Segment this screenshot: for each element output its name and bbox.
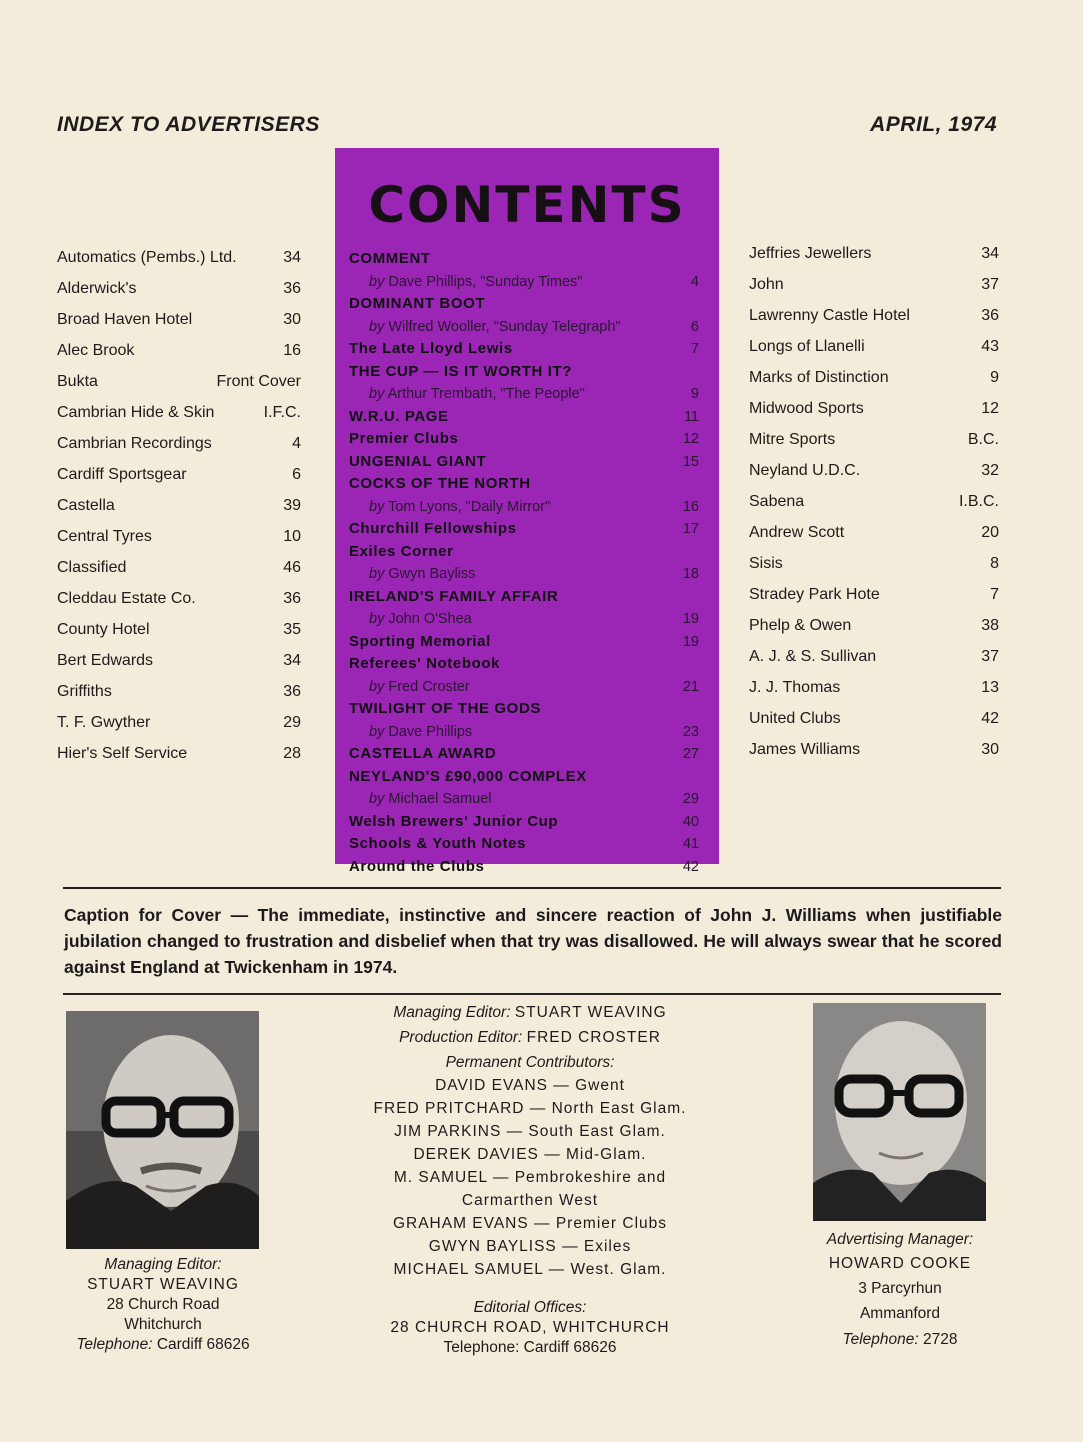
- contents-byline: [349, 608, 699, 631]
- advertiser-entry: [57, 707, 301, 738]
- advertiser-entry: [57, 490, 301, 521]
- advertiser-name: Alec Brook: [57, 342, 135, 359]
- contents-article: [349, 338, 699, 361]
- ad-manager-name: HOWARD COOKE: [828, 1255, 972, 1272]
- article-title: UNGENIAL GIANT: [349, 452, 487, 470]
- contributor-line: JIM PARKINS — South East Glam.: [394, 1123, 666, 1140]
- advertiser-entry: [57, 645, 301, 676]
- article-title: Welsh Brewers' Junior Cup: [349, 812, 559, 830]
- managing-editor-address-1: 28 Church Road: [106, 1296, 220, 1313]
- advertiser-entry: [749, 672, 999, 703]
- portrait-managing-editor: [66, 1011, 259, 1249]
- advertiser-name: Jeffries Jewellers: [749, 245, 872, 262]
- pe-label: Production Editor:: [399, 1029, 523, 1046]
- advertiser-page: 10: [283, 528, 301, 545]
- issue-date: APRIL, 1974: [870, 113, 997, 136]
- advertiser-entry: [749, 641, 999, 672]
- managing-editor-label: Managing Editor:: [104, 1256, 222, 1273]
- contents-article: [349, 541, 699, 564]
- advertiser-page: 30: [283, 311, 301, 328]
- contents-byline: [349, 496, 699, 519]
- article-page: 11: [683, 408, 699, 425]
- by-word: by: [369, 566, 385, 582]
- advertiser-page: 37: [981, 648, 999, 665]
- article-title: Around the Clubs: [349, 857, 485, 875]
- me-name: STUART WEAVING: [514, 1004, 667, 1021]
- advertiser-page: 38: [981, 617, 999, 634]
- by-word: by: [369, 386, 385, 402]
- article-page: 15: [682, 453, 699, 470]
- advertiser-entry: [57, 552, 301, 583]
- contents-article: [349, 833, 699, 856]
- contents-title: CONTENTS: [368, 176, 686, 234]
- advertiser-name: James Williams: [749, 741, 861, 758]
- contents-byline: [349, 271, 699, 294]
- article-page: 42: [682, 858, 699, 875]
- advertiser-name: Marks of Distinction: [749, 369, 889, 386]
- advertiser-name: Longs of Llanelli: [749, 338, 865, 355]
- article-title: DOMINANT BOOT: [349, 295, 486, 312]
- article-title: W.R.U. PAGE: [349, 407, 449, 425]
- contents-article: [349, 653, 699, 676]
- advertising-manager-contact: [800, 1230, 1000, 1350]
- article-page: 40: [682, 813, 699, 830]
- article-page: 19: [682, 633, 699, 650]
- article-title: Premier Clubs: [349, 430, 459, 447]
- advertiser-page: 12: [981, 400, 999, 417]
- advertiser-entry: [749, 362, 999, 393]
- contents-article: [349, 451, 699, 474]
- article-title: Churchill Fellowships: [349, 520, 517, 537]
- byline-author: Dave Phillips, "Sunday Times": [388, 273, 583, 290]
- advertiser-name: Automatics (Pembs.) Ltd.: [57, 249, 237, 266]
- advertiser-entry: [57, 242, 301, 273]
- advertiser-name: Andrew Scott: [749, 524, 845, 541]
- contents-article: [349, 698, 699, 721]
- byline-author: John O'Shea: [388, 611, 472, 627]
- divider-bottom: [63, 993, 1001, 995]
- advertiser-entry: [749, 517, 999, 548]
- advertiser-name: Hier's Self Service: [57, 745, 188, 762]
- contents-article: [349, 248, 699, 271]
- advertiser-name: Neyland U.D.C.: [749, 462, 861, 479]
- managing-editor-name: STUART WEAVING: [87, 1276, 239, 1293]
- article-title: Sporting Memorial: [349, 632, 491, 650]
- advertiser-name: John: [749, 276, 784, 293]
- contents-article: [349, 518, 699, 541]
- advertiser-entry: [57, 428, 301, 459]
- contributor-line: DAVID EVANS — Gwent: [435, 1077, 625, 1094]
- contents-article: [349, 293, 699, 316]
- advertiser-name: Bukta: [57, 373, 98, 390]
- masthead: [355, 1003, 705, 1358]
- advertiser-entry: [749, 703, 999, 734]
- advertiser-page: 34: [981, 245, 999, 262]
- advertiser-page: I.B.C.: [958, 493, 999, 510]
- divider-top: [63, 887, 1001, 889]
- ad-manager-address-1: 3 Parcyrhun: [858, 1280, 942, 1297]
- advertiser-page: 36: [283, 280, 301, 297]
- advertiser-page: 4: [292, 435, 301, 452]
- advertiser-entry: [749, 734, 999, 765]
- article-page: 9: [690, 386, 699, 402]
- byline-author: Arthur Trembath, "The People": [387, 386, 585, 402]
- advertiser-entry: [749, 331, 999, 362]
- offices-label: Editorial Offices:: [473, 1299, 587, 1316]
- article-title: CASTELLA AWARD: [349, 745, 497, 762]
- article-page: 12: [682, 431, 699, 447]
- byline-author: Gwyn Bayliss: [388, 566, 476, 582]
- article-title: Schools & Youth Notes: [349, 835, 527, 852]
- advertiser-name: Classified: [57, 559, 127, 576]
- article-page: 6: [690, 318, 699, 335]
- advertiser-name: Cambrian Recordings: [57, 435, 212, 452]
- advertiser-page: 7: [990, 586, 999, 603]
- contributor-line: GRAHAM EVANS — Premier Clubs: [392, 1215, 668, 1232]
- advertiser-entry: [749, 238, 999, 269]
- advertiser-name: J. J. Thomas: [749, 679, 841, 696]
- article-page: 21: [682, 678, 699, 695]
- ad-manager-address-2: Ammanford: [859, 1305, 941, 1322]
- article-page: 4: [690, 273, 699, 290]
- advertiser-entry: [749, 393, 999, 424]
- article-page: 7: [690, 341, 699, 357]
- advertiser-name: County Hotel: [57, 621, 150, 638]
- advertiser-entry: [57, 304, 301, 335]
- article-page: 17: [682, 521, 699, 537]
- contributor-line: FRED PRITCHARD — North East Glam.: [373, 1100, 687, 1117]
- advertiser-page: 16: [283, 342, 301, 359]
- contents-article: [349, 631, 699, 654]
- byline-author: Wilfred Wooller, "Sunday Telegraph": [388, 318, 621, 335]
- contents-article: [349, 811, 699, 834]
- advertiser-page: 20: [981, 524, 999, 541]
- article-title: IRELAND'S FAMILY AFFAIR: [349, 587, 559, 605]
- advertiser-name: Central Tyres: [57, 528, 152, 545]
- advertiser-entry: [57, 738, 301, 769]
- contents-byline: [349, 383, 699, 406]
- by-word: by: [369, 498, 385, 515]
- contents-article: [349, 428, 699, 451]
- advertiser-page: 34: [283, 652, 301, 669]
- by-word: by: [369, 273, 385, 290]
- article-page: 29: [682, 791, 699, 807]
- advertiser-name: T. F. Gwyther: [57, 714, 151, 731]
- advertiser-name: Midwood Sports: [749, 400, 864, 417]
- contents-article: [349, 586, 699, 609]
- cover-caption: Caption for Cover — The immediate, instinctive and sincere reaction of John J. Williams when justifiable jubilation changed to frustration and disbelief when that try was disallowed. He will always swear that he scored against England at Twickenham in 1974.: [64, 905, 1002, 977]
- advertiser-name: Bert Edwards: [57, 652, 154, 669]
- advertiser-page: B.C.: [967, 431, 999, 448]
- contents-entries: [349, 248, 699, 878]
- contents-byline: [349, 563, 699, 586]
- managing-editor-contact: [58, 1255, 268, 1355]
- contents-byline: [349, 788, 699, 811]
- advertisers-list-right: [749, 238, 999, 765]
- advertiser-entry: [57, 335, 301, 366]
- advertiser-name: A. J. & S. Sullivan: [749, 648, 877, 665]
- managing-editor-address-2: Whitchurch: [124, 1316, 202, 1333]
- portrait-illustration: [813, 1003, 986, 1221]
- managing-editor-phone: Telephone: Cardiff 68626: [76, 1336, 250, 1353]
- advertiser-page: 43: [981, 338, 999, 355]
- advertiser-entry: [57, 614, 301, 645]
- advertiser-entry: [749, 548, 999, 579]
- offices-address: 28 CHURCH ROAD, WHITCHURCH: [390, 1319, 670, 1336]
- advertiser-entry: [749, 579, 999, 610]
- contributor-line: DEREK DAVIES — Mid-Glam.: [413, 1146, 647, 1163]
- article-title: COMMENT: [349, 250, 431, 267]
- advertiser-entry: [749, 424, 999, 455]
- advertiser-name: Stradey Park Hote: [749, 586, 880, 603]
- advertisers-list-left: [57, 242, 301, 769]
- advertiser-page: 34: [283, 249, 301, 266]
- advertiser-entry: [57, 676, 301, 707]
- article-page: 23: [682, 723, 699, 740]
- advertiser-page: I.F.C.: [263, 404, 301, 421]
- advertiser-name: Alderwick's: [57, 280, 137, 297]
- advertiser-entry: [749, 455, 999, 486]
- byline-author: Michael Samuel: [388, 791, 492, 807]
- advertiser-page: 29: [283, 714, 301, 731]
- contributor-line: Carmarthen West: [461, 1192, 599, 1209]
- contents-article: [349, 766, 699, 789]
- advertiser-name: Cambrian Hide & Skin: [57, 404, 215, 421]
- advertiser-page: 36: [283, 683, 301, 700]
- article-title: TWILIGHT OF THE GODS: [349, 700, 541, 717]
- contents-byline: [349, 721, 699, 744]
- contents-article: [349, 743, 699, 766]
- advertiser-entry: [57, 459, 301, 490]
- by-word: by: [369, 723, 385, 740]
- advertiser-page: 28: [283, 745, 301, 762]
- article-title: The Late Lloyd Lewis: [349, 340, 513, 357]
- advertiser-name: Sabena: [749, 493, 805, 510]
- advertiser-entry: [57, 397, 301, 428]
- contents-article: [349, 856, 699, 879]
- advertiser-page: 9: [990, 369, 999, 386]
- article-page: 18: [682, 566, 699, 582]
- advertiser-entry: [749, 269, 999, 300]
- byline-author: Dave Phillips: [388, 723, 473, 740]
- contributors-label: Permanent Contributors:: [445, 1054, 615, 1071]
- advertiser-page: 8: [990, 555, 999, 572]
- contributor-line: GWYN BAYLISS — Exiles: [428, 1238, 632, 1255]
- advertiser-entry: [749, 300, 999, 331]
- advertiser-entry: [57, 583, 301, 614]
- advertiser-name: Lawrenny Castle Hotel: [749, 307, 910, 324]
- by-word: by: [369, 611, 385, 627]
- advertiser-name: Griffiths: [57, 683, 112, 700]
- advertiser-page: 30: [981, 741, 999, 758]
- advertiser-entry: [57, 273, 301, 304]
- contents-byline: [349, 676, 699, 699]
- advertiser-page: 35: [283, 621, 301, 638]
- contents-box: [335, 148, 719, 875]
- advertiser-page: Front Cover: [216, 373, 301, 390]
- advertiser-page: 36: [283, 590, 301, 607]
- advertiser-name: Cleddau Estate Co.: [57, 590, 196, 607]
- portrait-illustration: [66, 1011, 259, 1249]
- article-title: Referees' Notebook: [349, 655, 501, 672]
- index-heading: INDEX TO ADVERTISERS: [57, 113, 320, 136]
- contributor-line: MICHAEL SAMUEL — West. Glam.: [393, 1261, 667, 1278]
- advertiser-page: 36: [981, 307, 999, 324]
- advertiser-page: 46: [283, 559, 301, 576]
- advertiser-entry: [57, 366, 301, 397]
- advertiser-name: Broad Haven Hotel: [57, 311, 193, 328]
- advertiser-name: Sisis: [749, 555, 783, 572]
- ad-manager-label: Advertising Manager:: [826, 1231, 974, 1248]
- offices-phone: Telephone: Cardiff 68626: [443, 1339, 617, 1356]
- advertiser-page: 13: [981, 679, 999, 696]
- byline-author: Fred Croster: [388, 678, 470, 695]
- article-page: 19: [682, 611, 699, 627]
- by-word: by: [369, 791, 385, 807]
- article-page: 41: [682, 836, 699, 852]
- contents-article: [349, 361, 699, 384]
- advertiser-name: Mitre Sports: [749, 431, 836, 448]
- byline-author: Tom Lyons, "Daily Mirror": [388, 498, 551, 515]
- advertiser-entry: [749, 486, 999, 517]
- article-title: COCKS OF THE NORTH: [349, 475, 531, 492]
- article-title: NEYLAND'S £90,000 COMPLEX: [349, 767, 587, 785]
- contributor-line: M. SAMUEL — Pembrokeshire and: [393, 1169, 667, 1186]
- advertiser-page: 42: [981, 710, 999, 727]
- article-title: Exiles Corner: [349, 542, 454, 560]
- by-word: by: [369, 318, 385, 335]
- pe-name: FRED CROSTER: [526, 1029, 661, 1046]
- advertiser-page: 37: [981, 276, 999, 293]
- ad-manager-phone: Telephone: 2728: [842, 1331, 958, 1348]
- advertiser-name: United Clubs: [749, 710, 841, 727]
- advertiser-name: Phelp & Owen: [749, 617, 852, 634]
- by-word: by: [369, 678, 385, 695]
- article-title: THE CUP — IS IT WORTH IT?: [349, 362, 573, 380]
- advertiser-page: 32: [981, 462, 999, 479]
- me-label: Managing Editor:: [393, 1004, 511, 1021]
- article-page: 27: [682, 746, 699, 762]
- advertiser-entry: [57, 521, 301, 552]
- advertiser-name: Castella: [57, 497, 115, 514]
- advertiser-page: 39: [283, 497, 301, 514]
- advertiser-entry: [749, 610, 999, 641]
- article-page: 16: [682, 498, 699, 515]
- contents-article: [349, 406, 699, 429]
- contents-article: [349, 473, 699, 496]
- contributors-list: [355, 1076, 705, 1280]
- advertiser-name: Cardiff Sportsgear: [57, 466, 187, 483]
- advertiser-page: 6: [292, 466, 301, 483]
- portrait-advertising-manager: [813, 1003, 986, 1221]
- contents-byline: [349, 316, 699, 339]
